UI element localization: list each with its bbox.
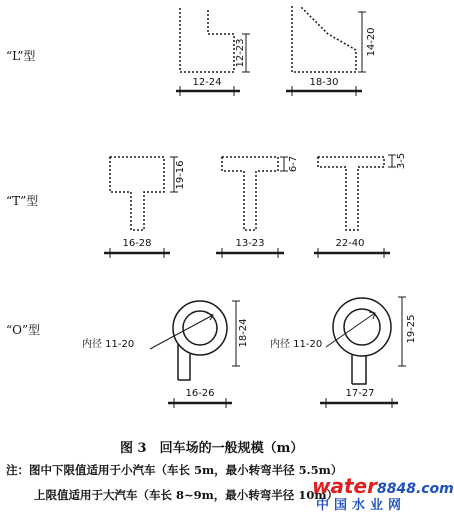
l-shape-2-width-label: 18-30: [309, 77, 339, 88]
watermark-brand-red: water: [312, 474, 377, 498]
t-shape-3-head-label: 3-5: [396, 152, 407, 170]
t-shape-3-head-dim: [388, 155, 396, 167]
t-shape-3-width-dim: [314, 248, 390, 258]
row-label-l: “L”型: [6, 49, 36, 63]
o-shape-1-inner-label: 内径 11-20: [82, 339, 135, 350]
o-shape-1: [150, 301, 227, 380]
t-shape-2-width-label: 13-23: [235, 238, 265, 249]
t-shape-2-width-dim: [216, 248, 284, 258]
l-shape-1-height-label: 12-23: [235, 38, 246, 68]
t-shape-1: [110, 157, 164, 230]
o-shape-1-height-label: 18-24: [238, 318, 249, 348]
l-shape-2-height-dim: [358, 12, 366, 72]
row-label-o: “O”型: [6, 323, 41, 337]
watermark-domain: .com: [415, 481, 454, 497]
l-shape-2-height-label: 14-20: [366, 27, 377, 57]
l-shape-1-width-label: 12-24: [192, 77, 222, 88]
o-shape-2-width-dim: [320, 398, 398, 408]
o-shape-2-width-label: 17-27: [345, 388, 375, 399]
note-line-2: 上限值适用于大汽车（车长 8~9m，最小转弯半径 10m）: [34, 488, 338, 502]
o-shape-2-height-dim: [398, 297, 406, 366]
t-shape-1-width-label: 16-28: [122, 238, 152, 249]
t-shape-2: [222, 157, 278, 230]
o-shape-2: [326, 298, 391, 384]
t-shape-2-head-dim: [280, 157, 288, 171]
t-shape-1-neck-label: 19-16: [175, 160, 186, 190]
watermark-logo: [312, 474, 454, 513]
t-shape-2-head-label: 6-7: [288, 155, 299, 173]
row-label-t: “T”型: [6, 194, 39, 208]
l-shape-2: [292, 6, 356, 72]
figure-caption: 图 3 回车场的一般规模（m）: [120, 441, 304, 456]
o-shape-1-width-dim: [168, 398, 232, 408]
t-shape-1-width-dim: [104, 248, 170, 258]
o-shape-2-height-label: 19-25: [406, 314, 417, 344]
watermark-tagline: 中国水业网: [316, 498, 407, 513]
t-shape-3: [318, 157, 384, 230]
t-shape-3-width-label: 22-40: [335, 238, 365, 249]
watermark-brand-blue: 8848: [376, 481, 416, 497]
o-shape-2-inner-label: 内径 11-20: [270, 339, 323, 350]
o-shape-1-width-label: 16-26: [185, 388, 215, 399]
l-shape-1: [180, 8, 234, 72]
note-line-1: 注：图中下限值适用于小汽车（车长 5m，最小转弯半径 5.5m）: [6, 463, 343, 477]
